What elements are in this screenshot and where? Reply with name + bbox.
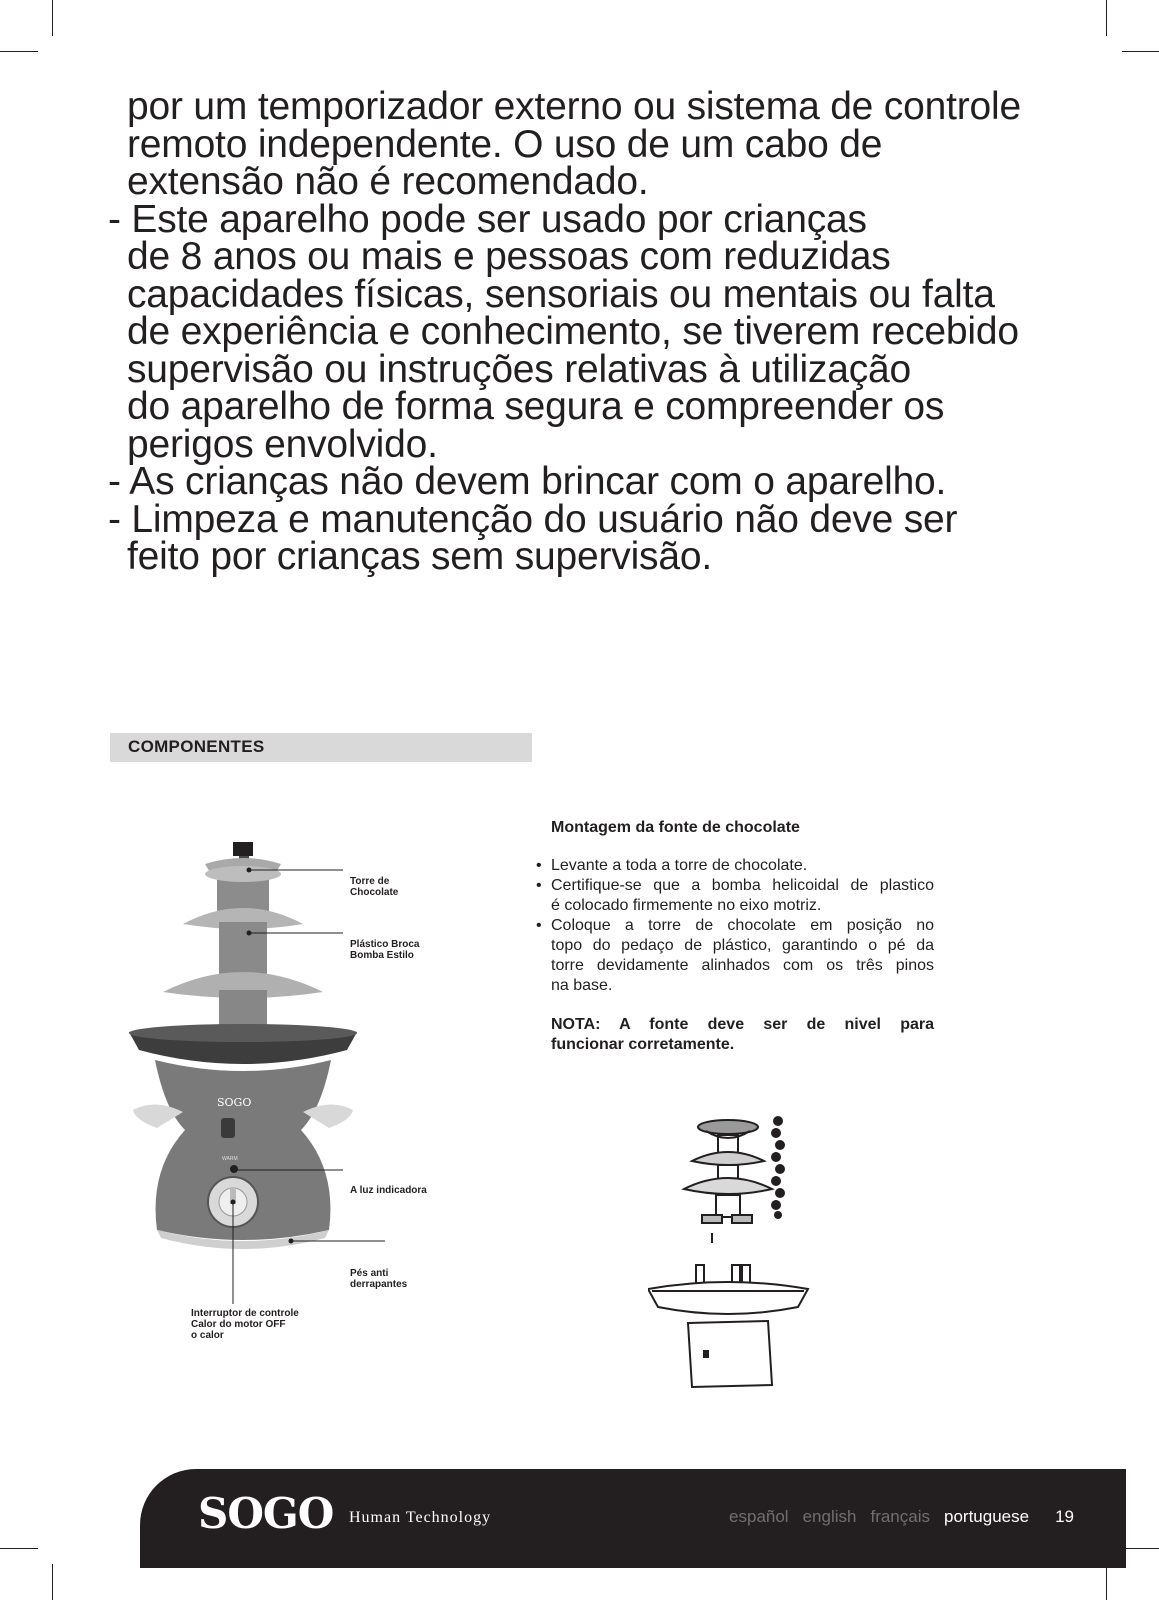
crop-mark: [1106, 1564, 1107, 1600]
crop-mark: [52, 0, 53, 36]
safety-line: supervisão ou instruções relativas à utilização: [127, 347, 912, 391]
safety-line: perigos envolvido.: [127, 422, 438, 466]
assembly-bullet: [538, 916, 934, 996]
safety-line: de experiência e conhecimento, se tiverem recebido: [127, 310, 1019, 353]
safety-line: - As crianças não devem brincar com o aparelho.: [108, 460, 947, 503]
safety-line: - Limpeza e manutenção do usuário não deve ser: [108, 497, 958, 541]
bullet-dot: •: [536, 857, 542, 874]
lang-francais[interactable]: français: [870, 1507, 930, 1526]
bullet-dot: •: [536, 877, 542, 894]
page-footer: [140, 1469, 1126, 1568]
safety-line: capacidades físicas, sensoriais ou mentais ou falta: [127, 272, 995, 316]
safety-line: extensão não é recomendado.: [127, 160, 649, 203]
callout-tower: Torre de Chocolate: [350, 876, 399, 898]
crop-mark: [0, 1548, 38, 1549]
bullet-line: torre devidamente alinhados com os três pinos: [551, 957, 934, 974]
safety-line: - Este aparelho pode ser usado por crianças: [108, 197, 867, 241]
crop-mark: [52, 1564, 53, 1600]
assembly-heading: Montagem da fonte de chocolate: [551, 819, 800, 836]
bullet-line: Levante a toda a torre de chocolate.: [551, 857, 808, 874]
bullet-line: é colocado firmemente no eixo motriz.: [551, 897, 822, 914]
bullet-line: na base.: [551, 977, 613, 994]
callout-feet: Pés anti derrapantes: [350, 1268, 408, 1290]
footer-tagline: Human Technology: [349, 1509, 492, 1526]
safety-text: [108, 85, 1108, 578]
page-number: 19: [1055, 1507, 1074, 1526]
callout-auger: Plástico Broca Bomba Estilo: [350, 939, 420, 961]
assembly-note: [538, 1015, 934, 1055]
crop-mark: [1122, 51, 1159, 52]
callout-switch: Interruptor de controle Calor do motor OFF o calor: [191, 1308, 299, 1341]
safety-line: do aparelho de forma segura e compreender os: [127, 385, 945, 428]
safety-line: feito por crianças sem supervisão.: [127, 535, 712, 578]
safety-line: remoto independente. O uso de um cabo de: [127, 122, 883, 166]
assembly-bullet: [538, 856, 934, 876]
crop-mark: [1106, 0, 1107, 36]
safety-line: de 8 anos ou mais e pessoas com reduzidas: [127, 235, 891, 278]
exploded-view-illustration: [648, 1115, 828, 1395]
assembly-diagram: [648, 1115, 828, 1395]
brand-mark-text: SOGO: [217, 1096, 252, 1109]
section-title: COMPONENTES: [128, 737, 265, 756]
lang-portuguese[interactable]: portuguese: [944, 1507, 1030, 1526]
knob-label: WARM: [222, 1156, 238, 1162]
assembly-instructions: [538, 818, 934, 1055]
note-line: NOTA: A fonte deve ser de nivel para: [551, 1016, 934, 1033]
bullet-line: Coloque a torre de chocolate em posição no: [551, 917, 934, 934]
crop-mark: [1122, 1548, 1159, 1549]
note-line: funcionar corretamente.: [551, 1036, 735, 1053]
bullet-line: topo do pedaço de plástico, garantindo o pé da: [551, 937, 934, 954]
footer-logo: SOGO: [198, 1489, 334, 1538]
lang-english[interactable]: english: [802, 1507, 857, 1526]
language-nav: [715, 1507, 1074, 1527]
crop-mark: [0, 51, 38, 52]
lang-espanol[interactable]: español: [729, 1507, 789, 1526]
product-figure: [125, 830, 455, 1350]
safety-line: por um temporizador externo ou sistema de controle: [127, 85, 1021, 128]
bullet-dot: •: [536, 917, 542, 934]
callout-indicator: A luz indicadora: [350, 1185, 427, 1196]
assembly-bullet: [538, 876, 934, 916]
assembly-bullet-list: [538, 856, 934, 996]
section-header: [110, 733, 532, 762]
bullet-line: Certifique-se que a bomba helicoidal de plastico: [551, 877, 934, 894]
